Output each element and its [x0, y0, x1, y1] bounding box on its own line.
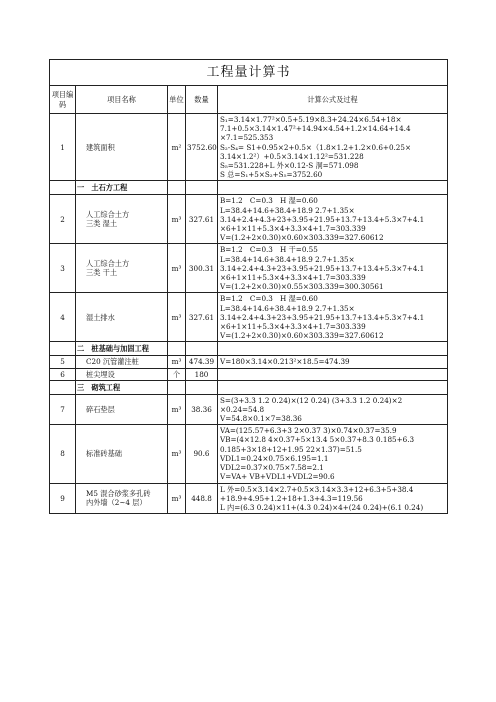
item-code: 8	[50, 425, 76, 483]
section-formula-cell	[218, 181, 448, 195]
sheet-title: 工程量计算书	[50, 60, 448, 86]
section-title: 一 土石方工程	[76, 181, 168, 195]
section-row	[50, 380, 448, 394]
formula-line: ×6+1×11+5.3×4+3.3×4+1.7=303.339	[220, 224, 366, 234]
item-name	[76, 356, 168, 368]
formula-line: 0.185+3×18+12+1.95 22×1.37)=51.5	[220, 444, 362, 454]
item-quantity: 38.36	[186, 394, 218, 425]
section-code-cell	[50, 181, 76, 195]
item-quantity: 448.8	[186, 483, 218, 514]
section-code-cell	[50, 342, 76, 356]
item-formula	[218, 114, 448, 181]
item-unit: m³	[168, 356, 186, 368]
item-code: 9	[50, 483, 76, 514]
item-name	[76, 293, 168, 342]
formula-line: B=1.2 C=0.3 H 湿=0.60	[220, 294, 318, 304]
formula-line: V=(1.2+2×0.30)×0.55×303.339=300.30561	[220, 282, 384, 292]
table-row	[50, 244, 448, 293]
item-code: 3	[50, 244, 76, 293]
item-formula	[218, 244, 448, 293]
item-unit: m³	[168, 293, 186, 342]
section-formula-cell	[218, 380, 448, 394]
item-code: 2	[50, 195, 76, 244]
formula-line: L=38.4+14.6+38.4+18.9 2.7+1.35×	[220, 205, 355, 215]
section-unit-cell	[168, 342, 186, 356]
item-formula	[218, 195, 448, 244]
section-formula-cell	[218, 342, 448, 356]
item-name	[76, 244, 168, 293]
formula-line: L=38.4+14.6+38.4+18.9 2.7+1.35×	[220, 303, 355, 313]
item-formula	[218, 483, 448, 514]
formula-line: 7.1+0.5×3.14×1.47²+14.94×4.54+1.2×14.64+14.4	[220, 124, 411, 134]
item-quantity: 327.61	[186, 293, 218, 342]
item-name	[76, 483, 168, 514]
table-row	[50, 394, 448, 425]
formula-line: 3.14+2.4+4.3+23+3.95+21.95+13.7+13.4+5.3×7+4.1	[220, 312, 425, 322]
formula-line: S=(3+3.3 1.2 0.24)×(12 0.24) (3+3.3 1.2 0.24)×2	[220, 395, 403, 405]
item-quantity: 3752.60	[186, 114, 218, 181]
table-row	[50, 114, 448, 181]
formula-line: V=180×3.14×0.213²×18.5=474.39	[220, 357, 350, 367]
item-name-line: 桩尖埋设	[86, 369, 115, 379]
formula-line: 3.14+2.4+4.3+23+3.95+21.95+13.7+13.4+5.3×7+4.1	[220, 263, 425, 273]
formula-line: VA=(125.57+6.3+3 2×0.37 3)×0.74×0.37=35.9	[220, 426, 397, 436]
formula-line: L 外=0.5×3.14×2.7+0.5×3.14×3.3+12+6.3+5+38.4	[220, 484, 414, 494]
formula-line: ×7.1=525.353	[220, 133, 274, 143]
item-name-line: 标准砖基础	[86, 449, 122, 459]
formula-line: VB=(4×12.8 4×0.37+5×13.4 5×0.37+8.3 0.185+6.3	[220, 435, 415, 445]
item-unit: m³	[168, 425, 186, 483]
table-row	[50, 425, 448, 483]
item-name-line-2: 三类 干土	[86, 268, 118, 278]
quantity-table	[49, 59, 448, 514]
item-name-line-2: 三类 湿土	[86, 219, 118, 229]
item-quantity: 300.31	[186, 244, 218, 293]
item-quantity: 90.6	[186, 425, 218, 483]
item-code: 5	[50, 356, 76, 368]
item-code: 7	[50, 394, 76, 425]
item-formula	[218, 368, 448, 380]
table-row	[50, 356, 448, 368]
formula-line: V=(1.2+2×0.30)×0.60×303.339=327.60612	[220, 233, 384, 243]
item-quantity: 180	[186, 368, 218, 380]
section-title: 二 桩基础与加固工程	[76, 342, 168, 356]
item-code: 4	[50, 293, 76, 342]
item-code: 6	[50, 368, 76, 380]
item-name-line: C20 沉管灌注桩	[86, 357, 139, 367]
header-unit: 单位	[168, 86, 186, 114]
formula-line: S 总=S₁+5×S₂+S₅=3752.60	[220, 170, 323, 180]
item-name	[76, 394, 168, 425]
item-quantity: 327.61	[186, 195, 218, 244]
formula-line: V=54.8×0.1×7=38.36	[220, 414, 302, 424]
calculation-sheet	[49, 59, 447, 514]
formula-line: S₁=3.14×1.77²×0.5+5.19×8.3+24.24×6.54+18×	[220, 115, 402, 124]
formula-line: +18.9+4.95+1.2+18+1.3+4.3=119.56	[220, 493, 363, 503]
item-quantity: 474.39	[186, 356, 218, 368]
item-name-line-2: 内外墙（2~4 层）	[86, 498, 147, 508]
header-qty: 数量	[186, 86, 218, 114]
item-code: 1	[50, 114, 76, 181]
header-code: 项目编码	[50, 86, 76, 114]
formula-line: B=1.2 C=0.3 H 湿=0.60	[220, 196, 318, 206]
section-row	[50, 342, 448, 356]
formula-line: L=38.4+14.6+38.4+18.9 2.7+1.35×	[220, 254, 355, 264]
item-name	[76, 114, 168, 181]
header-row	[50, 86, 448, 114]
formula-line: V=VA+ VB+VDL1+VDL2=90.6	[220, 472, 335, 482]
table-row	[50, 293, 448, 342]
formula-line: S₂-S₄= S1+0.95×2+0.5×（1.8×1.2+1.2×0.6+0.25×	[220, 142, 411, 152]
section-qty-cell	[186, 181, 218, 195]
formula-line: V=(1.2+2×0.30)×0.60×303.339=327.60612	[220, 331, 384, 341]
item-formula	[218, 356, 448, 368]
section-qty-cell	[186, 342, 218, 356]
section-unit-cell	[168, 181, 186, 195]
item-formula	[218, 293, 448, 342]
section-row	[50, 181, 448, 195]
formula-line: 3.14+2.4+4.3+23+3.95+21.95+13.7+13.4+5.3×7+4.1	[220, 214, 425, 224]
formula-line: VDL2=0.37×0.75×7.58=2.1	[220, 463, 324, 473]
section-unit-cell	[168, 380, 186, 394]
formula-line: VDL1=0.24×0.75×6.195=1.1	[220, 453, 329, 463]
item-formula	[218, 425, 448, 483]
item-name-line: 人工综合土方	[86, 210, 130, 220]
table-row	[50, 195, 448, 244]
formula-line: ×6+1×11+5.3×4+3.3×4+1.7=303.339	[220, 322, 366, 332]
item-unit: m²	[168, 114, 186, 181]
section-qty-cell	[186, 380, 218, 394]
item-formula	[218, 394, 448, 425]
formula-line: ×6+1×11+5.3×4+3.3×4+1.7=303.339	[220, 273, 366, 283]
formula-line: 3.14×1.2²）+0.5×3.14×1.12²=531.228	[220, 151, 364, 161]
table-row	[50, 368, 448, 380]
formula-line: ×0.24=54.8	[220, 404, 265, 414]
formula-line: S₅=531.228+L 外×0.12-S 洞=571.098	[220, 161, 359, 171]
formula-line: B=1.2 C=0.3 H 干=0.55	[220, 245, 318, 255]
table-row	[50, 483, 448, 514]
header-formula: 计算公式及过程	[218, 86, 448, 114]
item-unit: m³	[168, 394, 186, 425]
item-unit: m³	[168, 195, 186, 244]
item-name-line: 湿土排水	[86, 312, 115, 322]
header-name: 项目名称	[76, 86, 168, 114]
item-unit: 个	[168, 368, 186, 380]
formula-line	[220, 370, 445, 379]
item-name-line: 碎石垫层	[86, 404, 115, 414]
item-unit: m³	[168, 483, 186, 514]
item-name	[76, 368, 168, 380]
item-name-line: 建筑面积	[86, 142, 115, 152]
item-name	[76, 425, 168, 483]
item-unit: m³	[168, 244, 186, 293]
item-name-line: M5 混合砂浆多孔砖	[86, 489, 151, 499]
section-code-cell	[50, 380, 76, 394]
item-name-line: 人工综合土方	[86, 259, 130, 269]
section-title: 三 砌筑工程	[76, 380, 168, 394]
formula-line: L 内=(6.3 0.24)×11+(4.3 0.24)×4+(24 0.24)+(6.1 0.24)	[220, 502, 424, 512]
item-name	[76, 195, 168, 244]
